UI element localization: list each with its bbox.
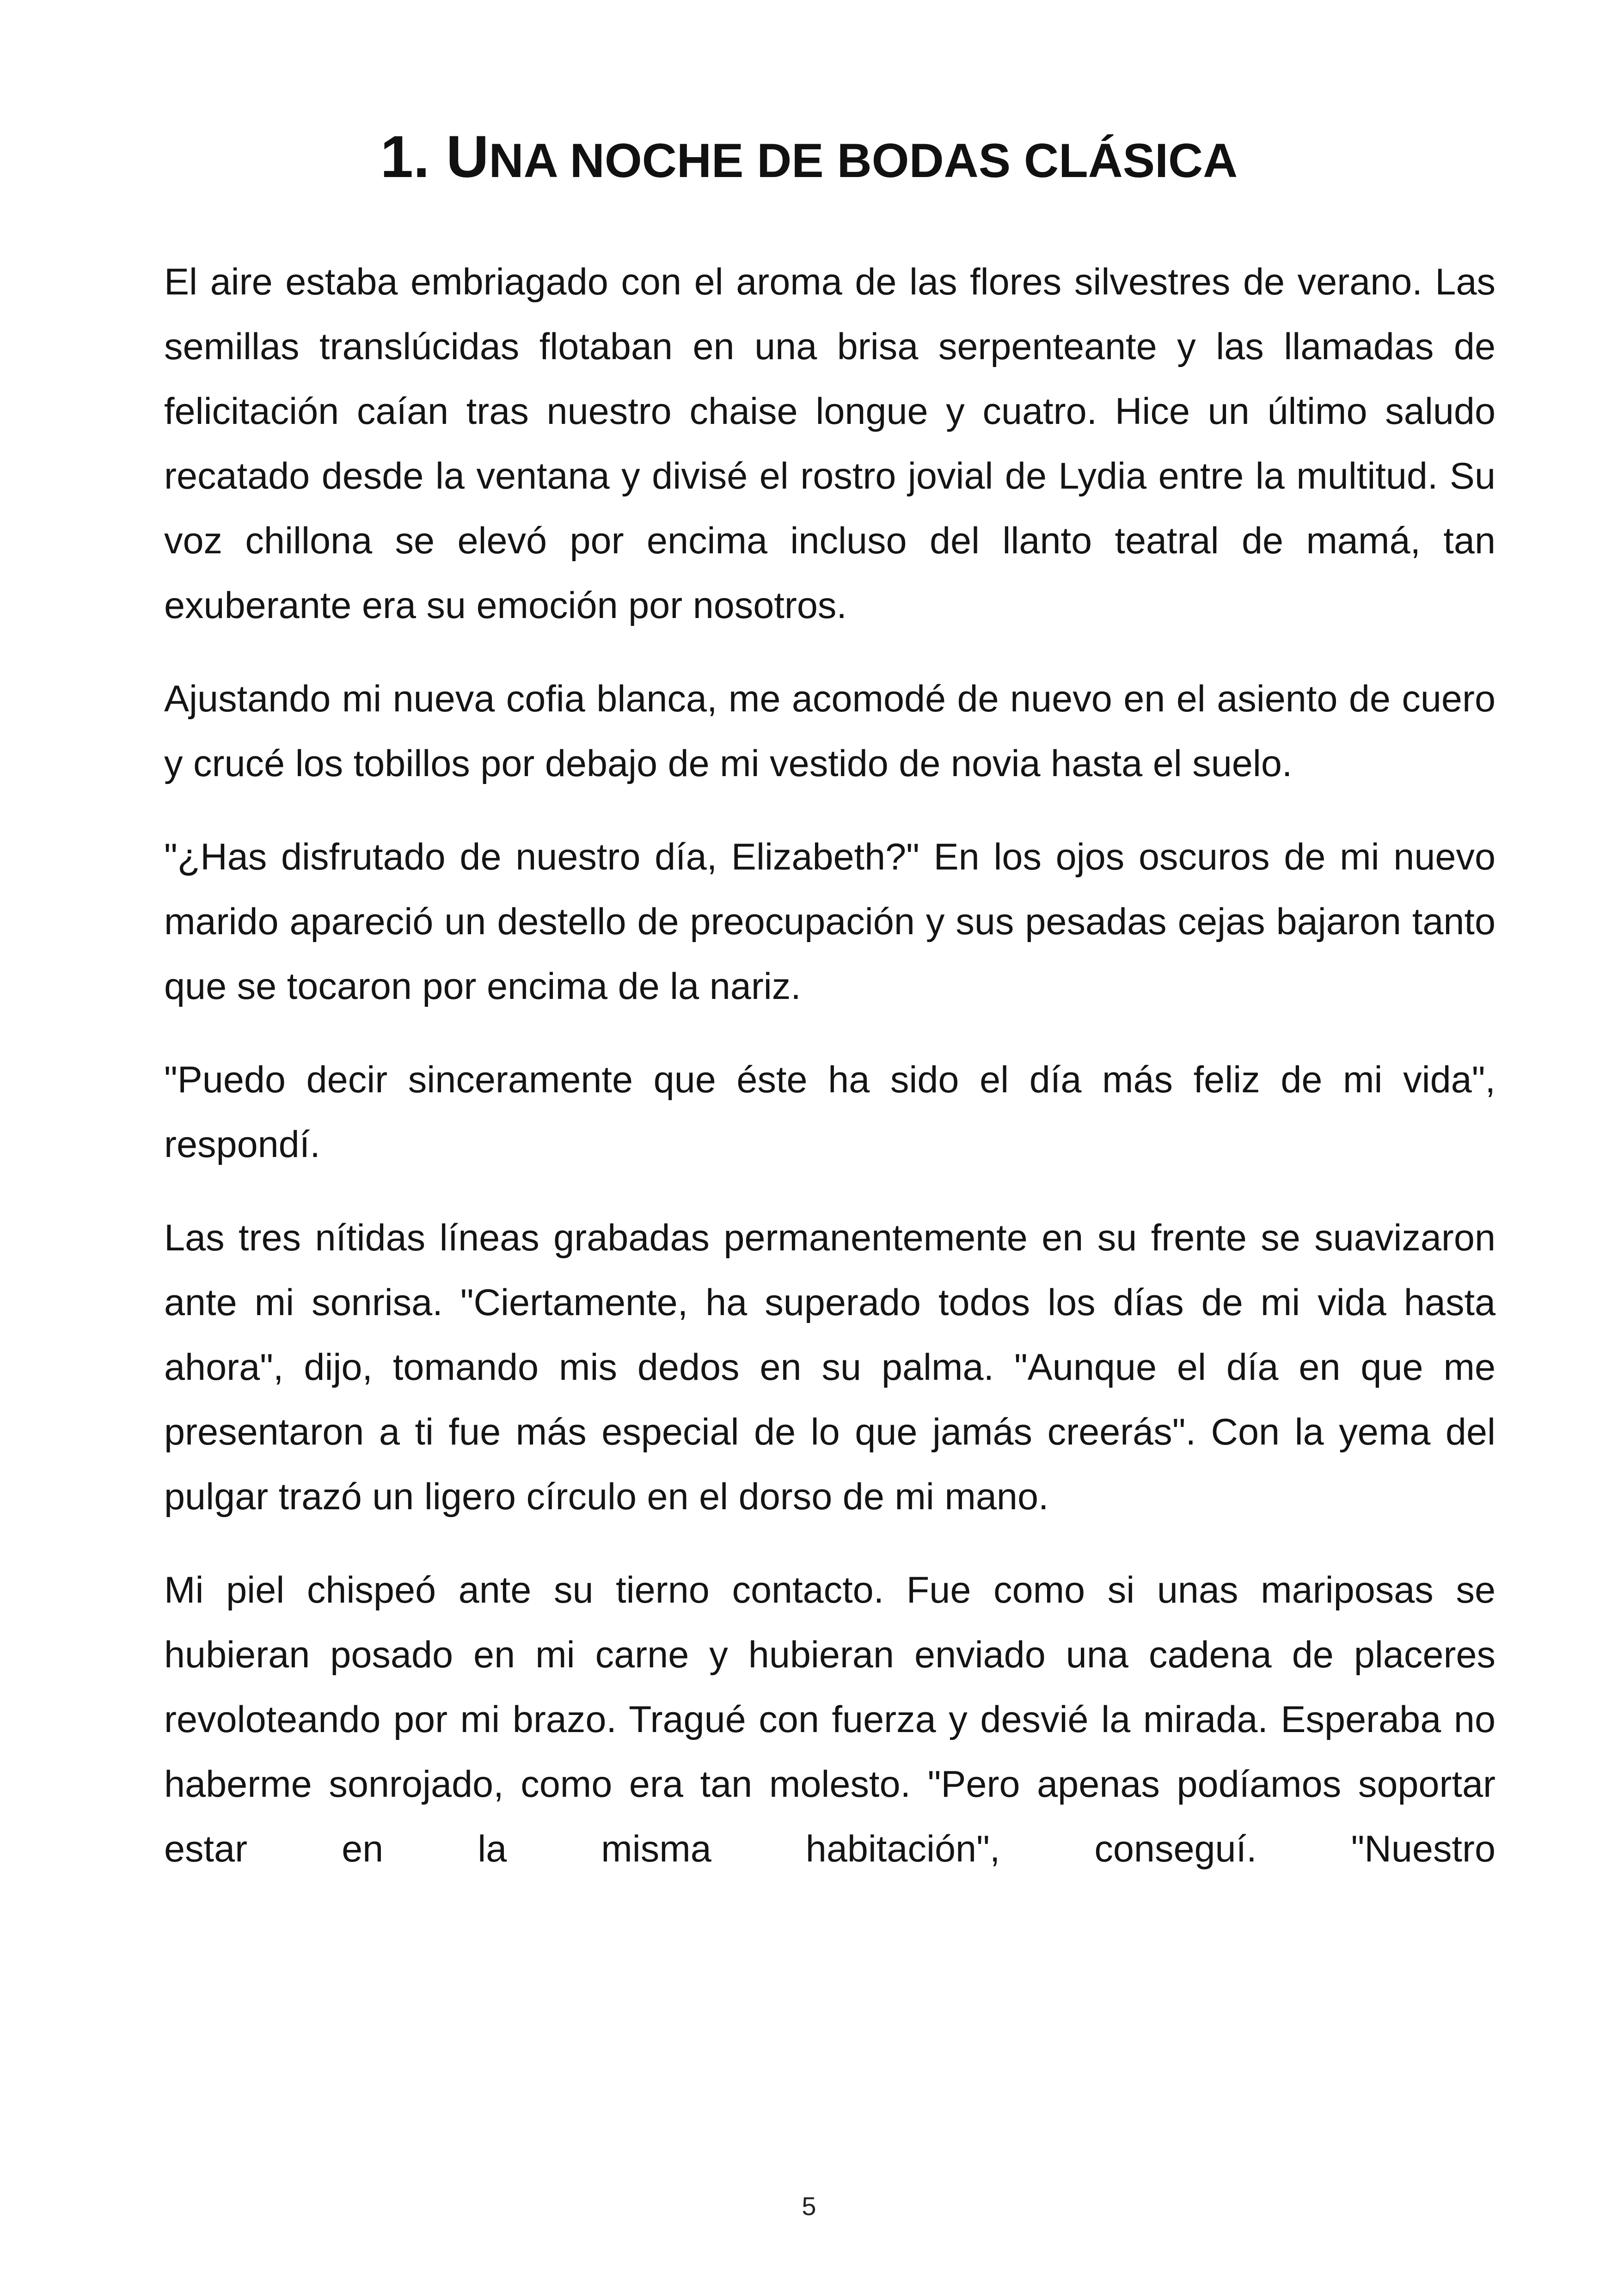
paragraph: "Puedo decir sinceramente que éste ha sido el día más feliz de mi vida", respondí. [164, 1059, 1495, 1165]
chapter-title-rest: NA NOCHE DE BODAS CLÁSICA [489, 134, 1238, 188]
paragraph: Ajustando mi nueva cofia blanca, me acomodé de nuevo en el asiento de cuero y crucé los tobillos por debajo de mi vestido de novia hasta el suelo. [164, 678, 1495, 784]
paragraph: El aire estaba embriagado con el aroma de las flores silvestres de verano. Las semillas translúcidas flotaban en una brisa serpenteante y las llamadas de felicitación caían tras nuestro chaise longue y cuatro. Hice un último saludo recatado desde la ventana y divisé el rostro jovial de Lydia entre la multitud. Su voz chillona se elevó por encima incluso del llanto teatral de mamá, tan exuberante era su emoción por nosotros. [164, 261, 1495, 626]
chapter-title-initial: U [446, 124, 489, 190]
chapter-title [0, 118, 1618, 200]
paragraph: "¿Has disfrutado de nuestro día, Elizabeth?" En los ojos oscuros de mi nuevo marido apareció un destello de preocupación y sus pesadas cejas bajaron tanto que se tocaron por encima de la nariz. [164, 836, 1495, 1007]
page-number: 5 [802, 2192, 816, 2221]
paragraph: Mi piel chispeó ante su tierno contacto. Fue como si unas mariposas se hubieran posado en mi carne y hubieran enviado una cadena de placeres revoloteando por mi brazo. Tragué con fuerza y desvié la mirada. Esperaba no haberme sonrojado, como era tan molesto. "Pero apenas podíamos soportar estar en la misma habitación", conseguí. "Nuestro [164, 1569, 1495, 1870]
paragraph: Las tres nítidas líneas grabadas permanentemente en su frente se suavizaron ante mi sonrisa. "Ciertamente, ha superado todos los días de mi vida hasta ahora", dijo, tomando mis dedos en su palma. "Aunque el día en que me presentaron a ti fue más especial de lo que jamás creerás". Con la yema del pulgar trazó un ligero círculo en el dorso de mi mano. [164, 1217, 1495, 1518]
chapter-number: 1. [380, 124, 430, 190]
chapter-body [164, 250, 1495, 1910]
